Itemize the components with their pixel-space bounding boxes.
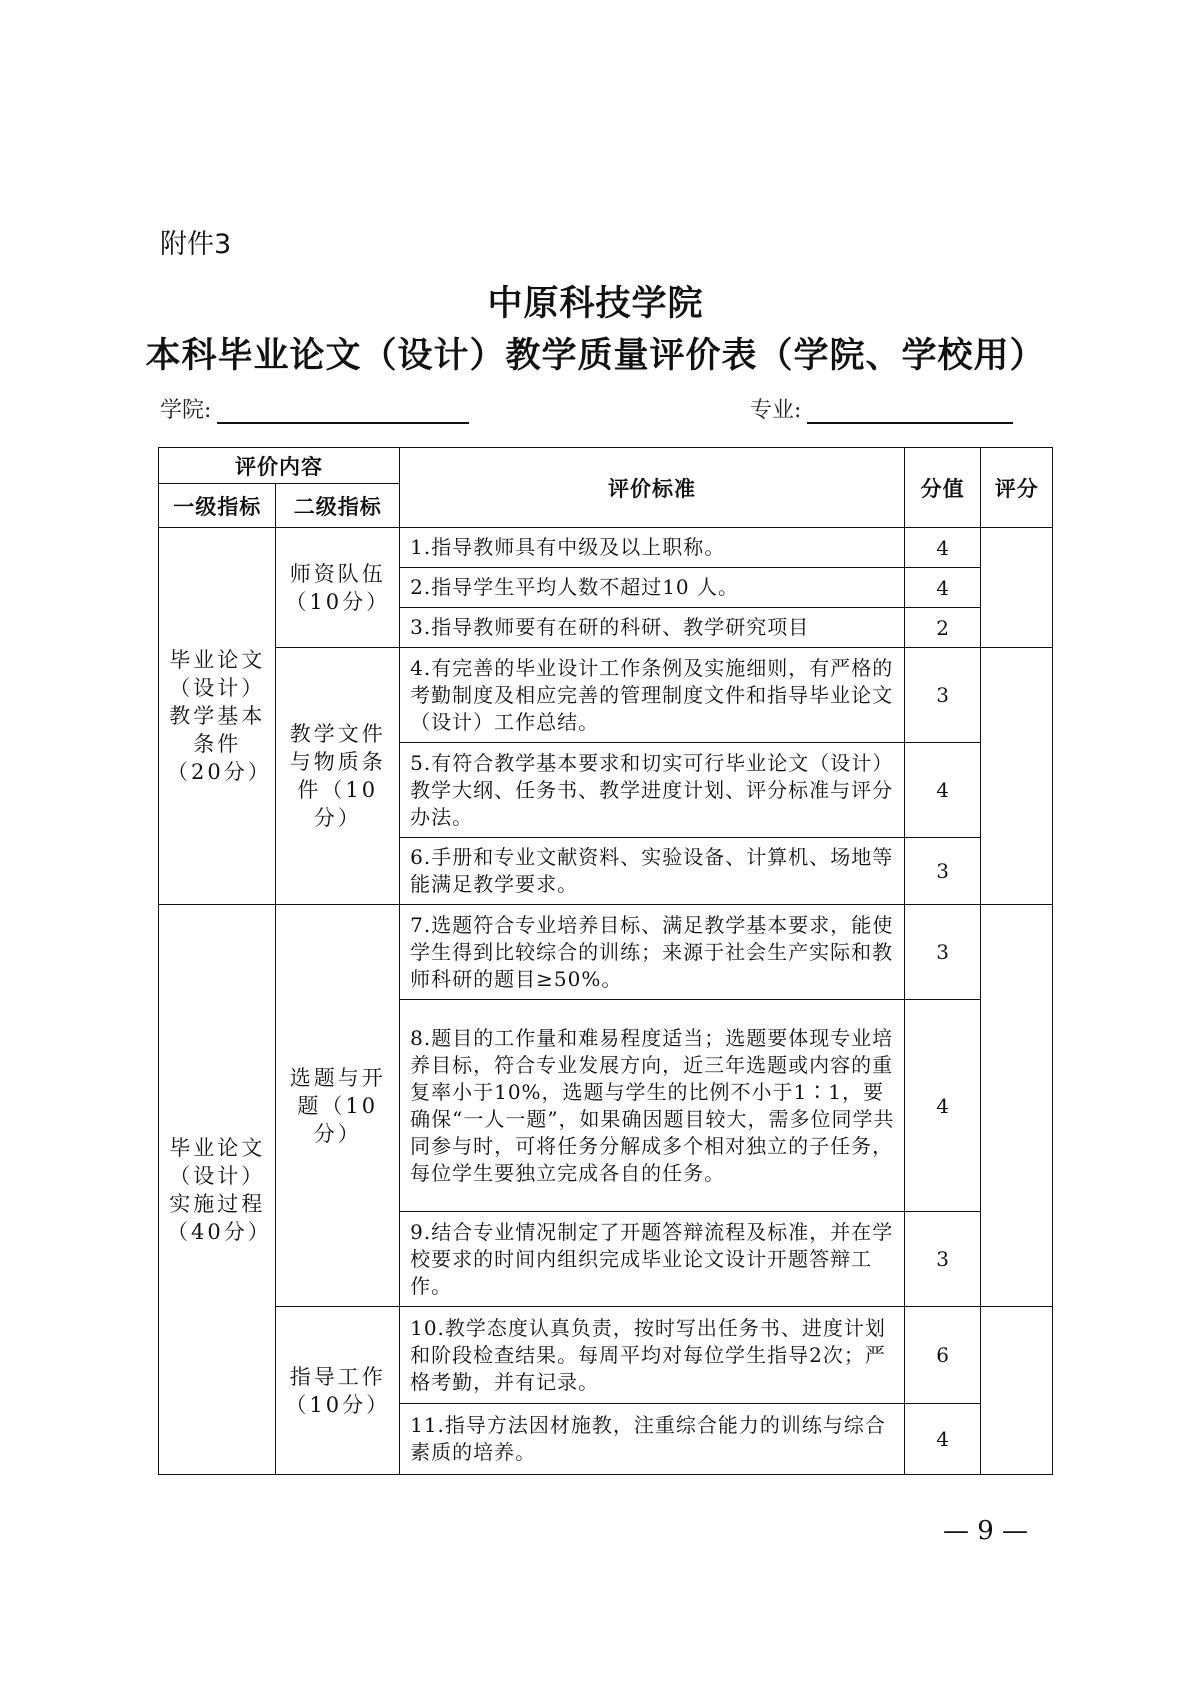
second-level-indicator: 教学文件与物质条件（10分） xyxy=(276,648,400,905)
header-second-level: 二级指标 xyxy=(276,484,400,528)
value-cell: 3 xyxy=(904,648,981,743)
value-cell: 3 xyxy=(904,838,981,905)
table-row xyxy=(159,648,1053,743)
header-evaluation-content: 评价内容 xyxy=(159,448,400,484)
criteria-cell: 10.教学态度认真负责，按时写出任务书、进度计划和阶段检查结果。每周平均对每位学生指导2次；严格考勤，并有记录。 xyxy=(400,1307,905,1404)
major-label: 专业: xyxy=(750,398,802,423)
table-row xyxy=(159,1307,1053,1404)
attachment-label: 附件3 xyxy=(160,229,232,260)
evaluation-table xyxy=(158,447,1053,1475)
college-field xyxy=(160,393,469,424)
value-cell: 4 xyxy=(904,1000,981,1212)
criteria-cell: 7.选题符合专业培养目标、满足教学基本要求，能使学生得到比较综合的训练；来源于社会生产实际和教师科研的题目≥50%。 xyxy=(400,905,905,1000)
document-title: 中原科技学院 xyxy=(487,283,704,324)
criteria-cell: 9.结合专业情况制定了开题答辩流程及标准，并在学校要求的时间内组织完成毕业论文设计开题答辩工作。 xyxy=(400,1212,905,1307)
college-label: 学院: xyxy=(160,398,212,423)
second-level-indicator: 选题与开题（10分） xyxy=(276,905,400,1307)
value-cell: 2 xyxy=(904,608,981,648)
second-level-indicator: 师资队伍（10分） xyxy=(276,528,400,648)
value-cell: 6 xyxy=(904,1307,981,1404)
criteria-cell: 1.指导教师具有中级及以上职称。 xyxy=(400,528,905,568)
criteria-cell: 2.指导学生平均人数不超过10 人。 xyxy=(400,568,905,608)
criteria-cell: 11.指导方法因材施教，注重综合能力的训练与综合素质的培养。 xyxy=(400,1404,905,1475)
major-blank-line[interactable] xyxy=(807,396,1013,424)
score-cell[interactable] xyxy=(981,648,1053,905)
criteria-cell: 4.有完善的毕业设计工作条例及实施细则，有严格的考勤制度及相应完善的管理制度文件和指导毕业论文（设计）工作总结。 xyxy=(400,648,905,743)
value-cell: 4 xyxy=(904,1404,981,1475)
second-level-indicator: 指导工作（10分） xyxy=(276,1307,400,1475)
score-cell[interactable] xyxy=(981,528,1053,648)
value-cell: 3 xyxy=(904,905,981,1000)
criteria-cell: 3.指导教师要有在研的科研、教学研究项目 xyxy=(400,608,905,648)
score-cell[interactable] xyxy=(981,905,1053,1307)
header-criteria: 评价标准 xyxy=(400,448,905,528)
value-cell: 4 xyxy=(904,743,981,838)
table-row xyxy=(159,528,1053,568)
header-first-level: 一级指标 xyxy=(159,484,276,528)
header-value: 分值 xyxy=(904,448,981,528)
criteria-cell: 6.手册和专业文献资料、实验设备、计算机、场地等能满足教学要求。 xyxy=(400,838,905,905)
value-cell: 4 xyxy=(904,528,981,568)
first-level-indicator: 毕业论文（设计）教学基本条件（20分） xyxy=(159,528,276,905)
header-score: 评分 xyxy=(981,448,1053,528)
value-cell: 4 xyxy=(904,568,981,608)
first-level-indicator: 毕业论文（设计）实施过程（40分） xyxy=(159,905,276,1475)
table-row xyxy=(159,905,1053,1000)
score-cell[interactable] xyxy=(981,1307,1053,1475)
value-cell: 3 xyxy=(904,1212,981,1307)
major-field xyxy=(750,393,1013,424)
form-title: 本科毕业论文（设计）教学质量评价表（学院、学校用） xyxy=(145,335,1046,376)
criteria-cell: 8.题目的工作量和难易程度适当；选题要体现专业培养目标，符合专业发展方向，近三年选题或内容的重复率小于10%，选题与学生的比例不小于1∶1，要确保“一人一题”，如果确因题目较大，需多位同学共同参与时，可将任务分解成多个相对独立的子任务，每位学生要独立完成各自的任务。 xyxy=(400,1000,905,1212)
criteria-cell: 5.有符合教学基本要求和切实可行毕业论文（设计）教学大纲、任务书、教学进度计划、评分标准与评分办法。 xyxy=(400,743,905,838)
page-number: — 9 — xyxy=(942,1516,1029,1546)
college-blank-line[interactable] xyxy=(217,396,469,424)
